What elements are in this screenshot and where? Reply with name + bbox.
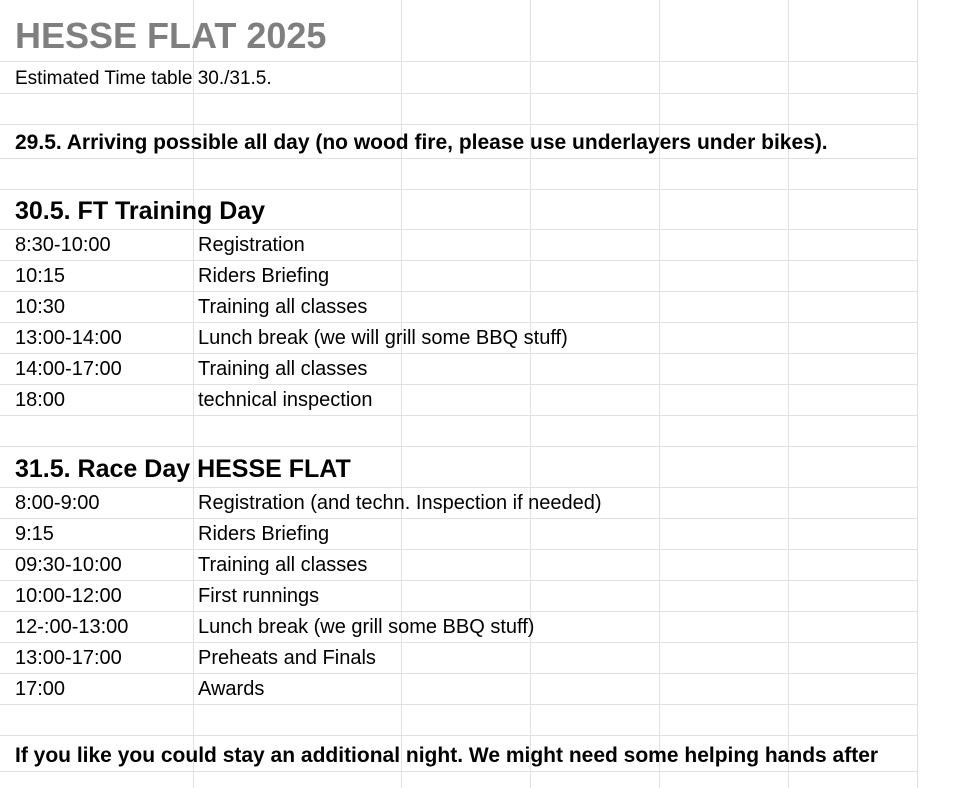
time-cell: 14:00-17:00	[15, 358, 122, 380]
table-row[interactable]	[0, 488, 918, 519]
footer-note: If you like you could stay an additional night. We might need some helping hands after	[15, 744, 879, 767]
event-cell: Preheats and Finals	[198, 647, 376, 669]
table-row[interactable]	[0, 292, 918, 323]
time-cell: 9:15	[15, 523, 54, 545]
subtitle: Estimated Time table 30./31.5.	[15, 68, 272, 89]
event-cell: Riders Briefing	[198, 523, 330, 545]
table-row[interactable]	[0, 612, 918, 643]
event-cell: First runnings	[198, 585, 320, 607]
time-cell: 09:30-10:00	[15, 554, 122, 576]
row-arrival-note[interactable]	[0, 125, 918, 159]
table-row[interactable]	[0, 674, 918, 705]
event-cell: Riders Briefing	[198, 265, 330, 287]
table-row[interactable]	[0, 643, 918, 674]
event-cell: Registration (and techn. Inspection if needed)	[198, 492, 602, 514]
time-cell: 10:30	[15, 296, 66, 318]
row-subtitle[interactable]	[0, 62, 918, 94]
event-cell: Lunch break (we will grill some BBQ stuff)	[198, 327, 568, 349]
time-cell: 8:00-9:00	[15, 492, 100, 514]
time-cell: 13:00-17:00	[15, 647, 122, 669]
page-title: HESSE FLAT 2025	[15, 15, 327, 56]
event-cell: Lunch break (we grill some BBQ stuff)	[198, 616, 535, 638]
day1-heading: 30.5. FT Training Day	[15, 197, 266, 225]
time-cell: 10:00-12:00	[15, 585, 122, 607]
table-row[interactable]	[0, 354, 918, 385]
row-day2-heading[interactable]	[0, 447, 918, 488]
table-row[interactable]	[0, 581, 918, 612]
table-row[interactable]	[0, 519, 918, 550]
arrival-note: 29.5. Arriving possible all day (no wood fire, please use underlayers under bikes).	[15, 131, 828, 154]
time-cell: 13:00-14:00	[15, 327, 122, 349]
time-cell: 12-:00-13:00	[15, 616, 129, 638]
table-row[interactable]	[0, 385, 918, 416]
row-empty[interactable]	[0, 416, 918, 447]
event-cell: Training all classes	[198, 554, 368, 576]
row-footer-note[interactable]	[0, 736, 918, 772]
event-cell: Awards	[198, 678, 265, 700]
day2-heading: 31.5. Race Day HESSE FLAT	[15, 455, 351, 483]
table-row[interactable]	[0, 261, 918, 292]
sheet-margin	[918, 0, 972, 788]
event-cell: technical inspection	[198, 389, 373, 411]
row-empty[interactable]	[0, 159, 918, 190]
event-cell: Registration	[198, 234, 305, 256]
time-cell: 10:15	[15, 265, 66, 287]
row-empty[interactable]	[0, 705, 918, 736]
row-title[interactable]	[0, 0, 918, 62]
time-cell: 17:00	[15, 678, 66, 700]
table-row[interactable]	[0, 230, 918, 261]
table-row[interactable]	[0, 323, 918, 354]
row-empty[interactable]	[0, 94, 918, 125]
event-cell: Training all classes	[198, 296, 368, 318]
time-cell: 8:30-10:00	[15, 234, 111, 256]
event-cell: Training all classes	[198, 358, 368, 380]
time-cell: 18:00	[15, 389, 66, 411]
row-day1-heading[interactable]	[0, 190, 918, 230]
table-row[interactable]	[0, 550, 918, 581]
